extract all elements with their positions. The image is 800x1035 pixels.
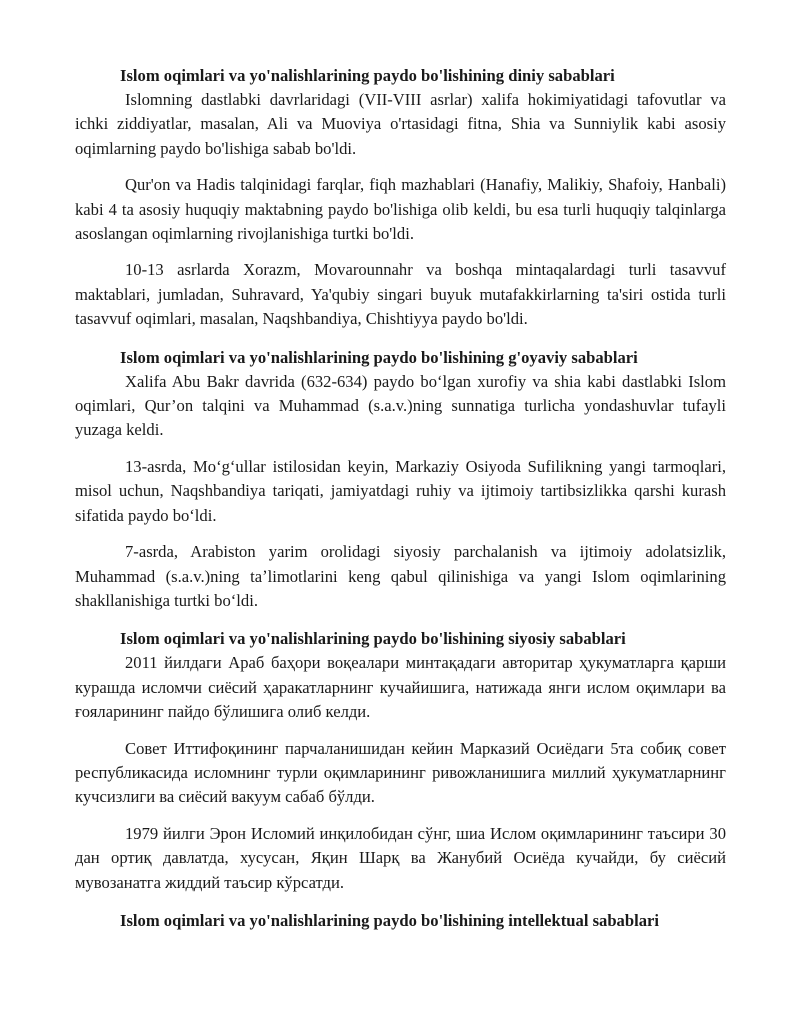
paragraph: 2011 йилдаги Араб баҳори воқеалари минтақадаги авторитар ҳукуматларга қарши курашда исломчи сиёсий ҳаракатларнинг кучайишига, натижада янги ислом оқимлари ва ғояларининг пайдо бўлишига олиб келди. (75, 653, 726, 722)
paragraph: 10-13 asrlarda Xorazm, Movarounnahr va boshqa mintaqalardagi turli tasavvuf maktablari, jumladan, Suhravard, Ya'qubiy singari buyuk mutafakkirlarning ta'siri ostida turli tasavvuf oqimlari, masalan, Naqshbandiya, Chishtiyya paydo bo'ldi. (75, 260, 726, 329)
paragraph: 1979 йилги Эрон Исломий инқилобидан сўнг, шиа Ислом оқимларининг таъсири 30 дан ортиқ давлатда, хусусан, Яқин Шарқ ва Жанубий Осиёда кучайди, бу сиёсий мувозанатга жиддий таъсир кўрсатди. (75, 823, 726, 892)
paragraph: Islomning dastlabki davrlaridagi (VII-VIII asrlar) xalifa hokimiyatidagi tafovutlar va ichki ziddiyatlar, masalan, Ali va Muoviya o'rtasidagi fitna, Shia va Sunniylik kabi asosiy oqimlarning paydo bo'lishiga sabab bo'ldi. (75, 90, 726, 158)
section-heading-religious: Islom oqimlari va yo'nalishlarining paydo bo'lishining diniy sabablari (120, 66, 615, 85)
paragraph: Совет Иттифоқининг парчаланишидан кейин Марказий Осиёдаги 5та собиқ совет республикасида исломнинг турли оқимларининг ривожланишига миллий ҳукуматларнинг кучсизлиги ва сиёсий вакуум сабаб бўлди. (75, 738, 726, 807)
section-heading-political: Islom oqimlari va yo'nalishlarining paydo bo'lishining siyosiy sabablari (120, 629, 626, 649)
paragraph: 7-asrda, Arabiston yarim orolidagi siyosiy parchalanish va ijtimoiy adolatsizlik, Muhammad (s.a.v.)ning taʼlimotlarini keng qabul qilinishiga va yangi Islom oqimlarining shakllanishiga turtki boʻldi. (75, 542, 726, 610)
section-heading-ideological: Islom oqimlari va yo'nalishlarining paydo bo'lishining g'oyaviy sabablari (120, 347, 638, 367)
paragraph: Xalifa Abu Bakr davrida (632-634) paydo boʻlgan xurofiy va shia kabi dastlabki Islom oqimlari, Qur’on talqini va Muhammad (s.a.v.)ning sunnatiga turlicha yondashuvlar tufayli yuzaga keldi. (75, 371, 726, 440)
document-page (75, 64, 726, 933)
paragraph: 13-asrda, Moʻgʻullar istilosidan keyin, Markaziy Osiyoda Sufilikning yangi tarmoqlari, misol uchun, Naqshbandiya tariqati, jamiyatdagi ruhiy va ijtimoiy tartibsizlikka qarshi kurash sifatida paydo boʻldi. (75, 456, 726, 525)
paragraph: Qur'on va Hadis talqinidagi farqlar, fiqh mazhablari (Hanafiy, Malikiy, Shafoiy, Hanbali) kabi 4 ta asosiy huquqiy maktabning paydo bo'lishiga olib keldi, bu esa turli huquqiy talqinlarga asoslangan oqimlarning rivojlanishiga turtki bo'ldi. (75, 175, 726, 244)
section-heading-intellectual: Islom oqimlari va yo'nalishlarining paydo bo'lishining intellektual sabablari (120, 910, 659, 930)
